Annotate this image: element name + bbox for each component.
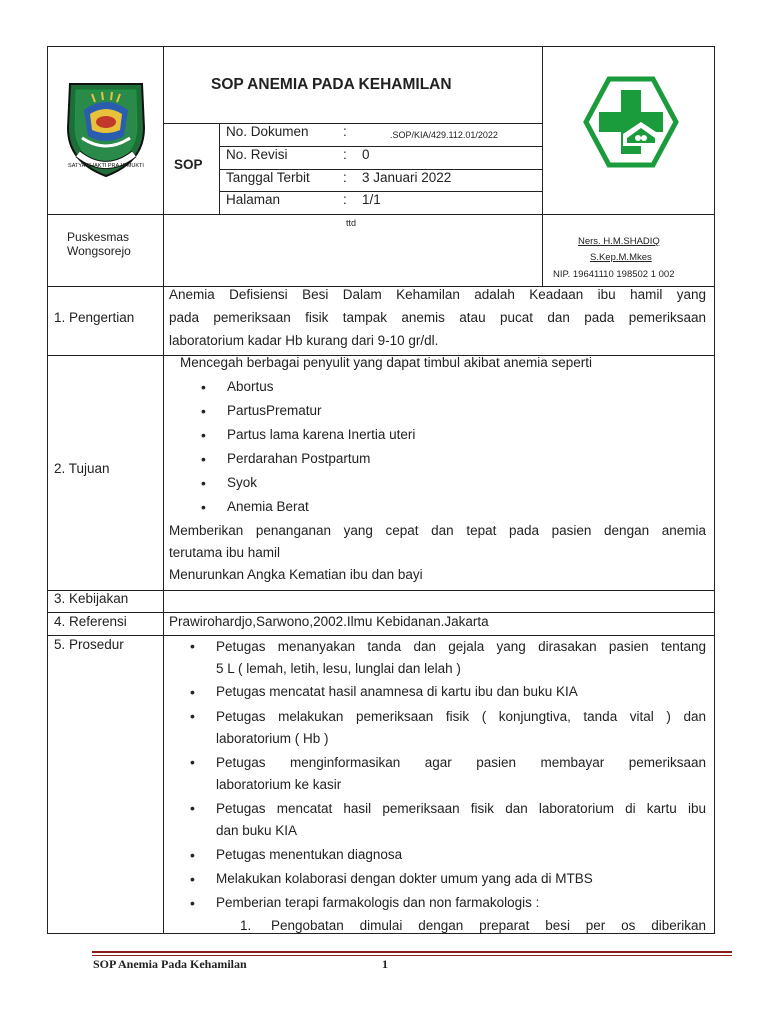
- prosedur-item-4-line2: laboratorium ke kasir: [216, 777, 342, 792]
- tujuan-bullet: • PartusPrematur: [227, 403, 322, 419]
- section-label-referensi: 4. Referensi: [54, 614, 127, 629]
- prosedur-sub-number: 1.: [240, 918, 252, 933]
- document-title: SOP ANEMIA PADA KEHAMILAN: [211, 76, 452, 93]
- field-sep: :: [343, 192, 347, 207]
- district-emblem-logo: [62, 80, 150, 180]
- section-label-pengertian: 1. Pengertian: [54, 310, 135, 325]
- field-sep: :: [343, 170, 347, 185]
- field-value-no-dokumen: .SOP/KIA/429.112.01/2022: [390, 130, 498, 140]
- tujuan-intro: Mencegah berbagai penyulit yang dapat timbul akibat anemia seperti: [180, 355, 593, 370]
- prosedur-item-4-line1: • Petugas menginformasikan agar pasien membayar pemeriksaan: [216, 751, 706, 774]
- tujuan-para1-line1: Memberikan penanganan yang cepat dan tepat pada pasien dengan anemia: [169, 523, 706, 538]
- section-label-kebijakan: 3. Kebijakan: [54, 591, 129, 606]
- prosedur-item-3-line1: • Petugas melakukan pemeriksaan fisik ( konjungtiva, tanda vital ) dan: [216, 705, 706, 728]
- tujuan-para2: Menurunkan Angka Kematian ibu dan bayi: [169, 567, 423, 582]
- prosedur-item-3-line2: laboratorium ( Hb ): [216, 731, 329, 746]
- field-label-no-dokumen: No. Dokumen: [226, 124, 309, 139]
- field-sep: :: [343, 147, 347, 162]
- org-name-line2: Wongsorejo: [67, 244, 131, 258]
- prosedur-item-1-line2: 5 L ( lemah, letih, lesu, lunglai dan lelah ): [216, 661, 461, 676]
- field-value-tanggal-terbit: 3 Januari 2022: [362, 170, 452, 185]
- prosedur-item-7: • Melakukan kolaborasi dengan dokter umum yang ada di MTBS: [216, 871, 593, 887]
- referensi-text: Prawirohardjo,Sarwono,2002.Ilmu Kebidanan.Jakarta: [169, 614, 489, 629]
- prosedur-item-6: • Petugas menentukan diagnosa: [216, 847, 402, 863]
- footer-rule-thick: [92, 951, 732, 953]
- emblem-motto: SATYA BHAKTI PRAJA MUKTI: [68, 163, 144, 169]
- signer-name: Ners. H.M.SHADIQ: [578, 236, 660, 247]
- footer-rule-thin: [92, 955, 732, 956]
- field-label-no-revisi: No. Revisi: [226, 147, 288, 162]
- pengertian-line-2: pada pemeriksaan fisik tampak anemis atau pucat dan pada pemeriksaan: [169, 310, 706, 325]
- sop-label: SOP: [174, 157, 203, 172]
- footer-page-number: 1: [382, 957, 388, 971]
- field-sep: :: [343, 124, 347, 139]
- tujuan-bullet: • Anemia Berat: [227, 499, 309, 515]
- pengertian-line-1: Anemia Defisiensi Besi Dalam Kehamilan adalah Keadaan ibu hamil yang: [169, 287, 706, 302]
- tujuan-bullet: • Abortus: [227, 379, 274, 395]
- tujuan-bullet: • Partus lama karena Inertia uteri: [227, 427, 415, 443]
- prosedur-item-8: • Pemberian terapi farmakologis dan non farmakologis :: [216, 895, 539, 911]
- field-value-halaman: 1/1: [362, 192, 381, 207]
- prosedur-item-5-line1: • Petugas mencatat hasil pemeriksaan fisik dan laboratorium di kartu ibu: [216, 797, 706, 820]
- signer-nip: NIP. 19641110 198502 1 002: [553, 269, 675, 280]
- field-label-halaman: Halaman: [226, 192, 281, 207]
- signer-title: S.Kep.M.Mkes: [590, 252, 652, 263]
- pengertian-line-3: laboratorium kadar Hb kurang dari 9-10 gr/dl.: [169, 333, 439, 348]
- prosedur-item-2: • Petugas mencatat hasil anamnesa di kartu ibu dan buku KIA: [216, 684, 578, 700]
- prosedur-sub-text: Pengobatan dimulai dengan preparat besi per os diberikan: [271, 918, 706, 933]
- footer-title: SOP Anemia Pada Kehamilan: [93, 957, 247, 971]
- section-label-prosedur: 5. Prosedur: [54, 637, 124, 652]
- puskesmas-logo: [583, 76, 679, 168]
- section-label-tujuan: 2. Tujuan: [54, 461, 110, 476]
- ttd-mark: ttd: [346, 218, 357, 228]
- field-value-no-revisi: 0: [362, 147, 370, 162]
- tujuan-bullet: • Perdarahan Postpartum: [227, 451, 370, 467]
- tujuan-bullet: • Syok: [227, 475, 257, 491]
- field-label-tanggal-terbit: Tanggal Terbit: [226, 170, 310, 185]
- org-name-line1: Puskesmas: [67, 230, 130, 244]
- prosedur-item-1-line1: • Petugas menanyakan tanda dan gejala yang dirasakan pasien tentang: [216, 635, 706, 658]
- prosedur-item-5-line2: dan buku KIA: [216, 823, 298, 838]
- tujuan-para1-line2: terutama ibu hamil: [169, 545, 281, 560]
